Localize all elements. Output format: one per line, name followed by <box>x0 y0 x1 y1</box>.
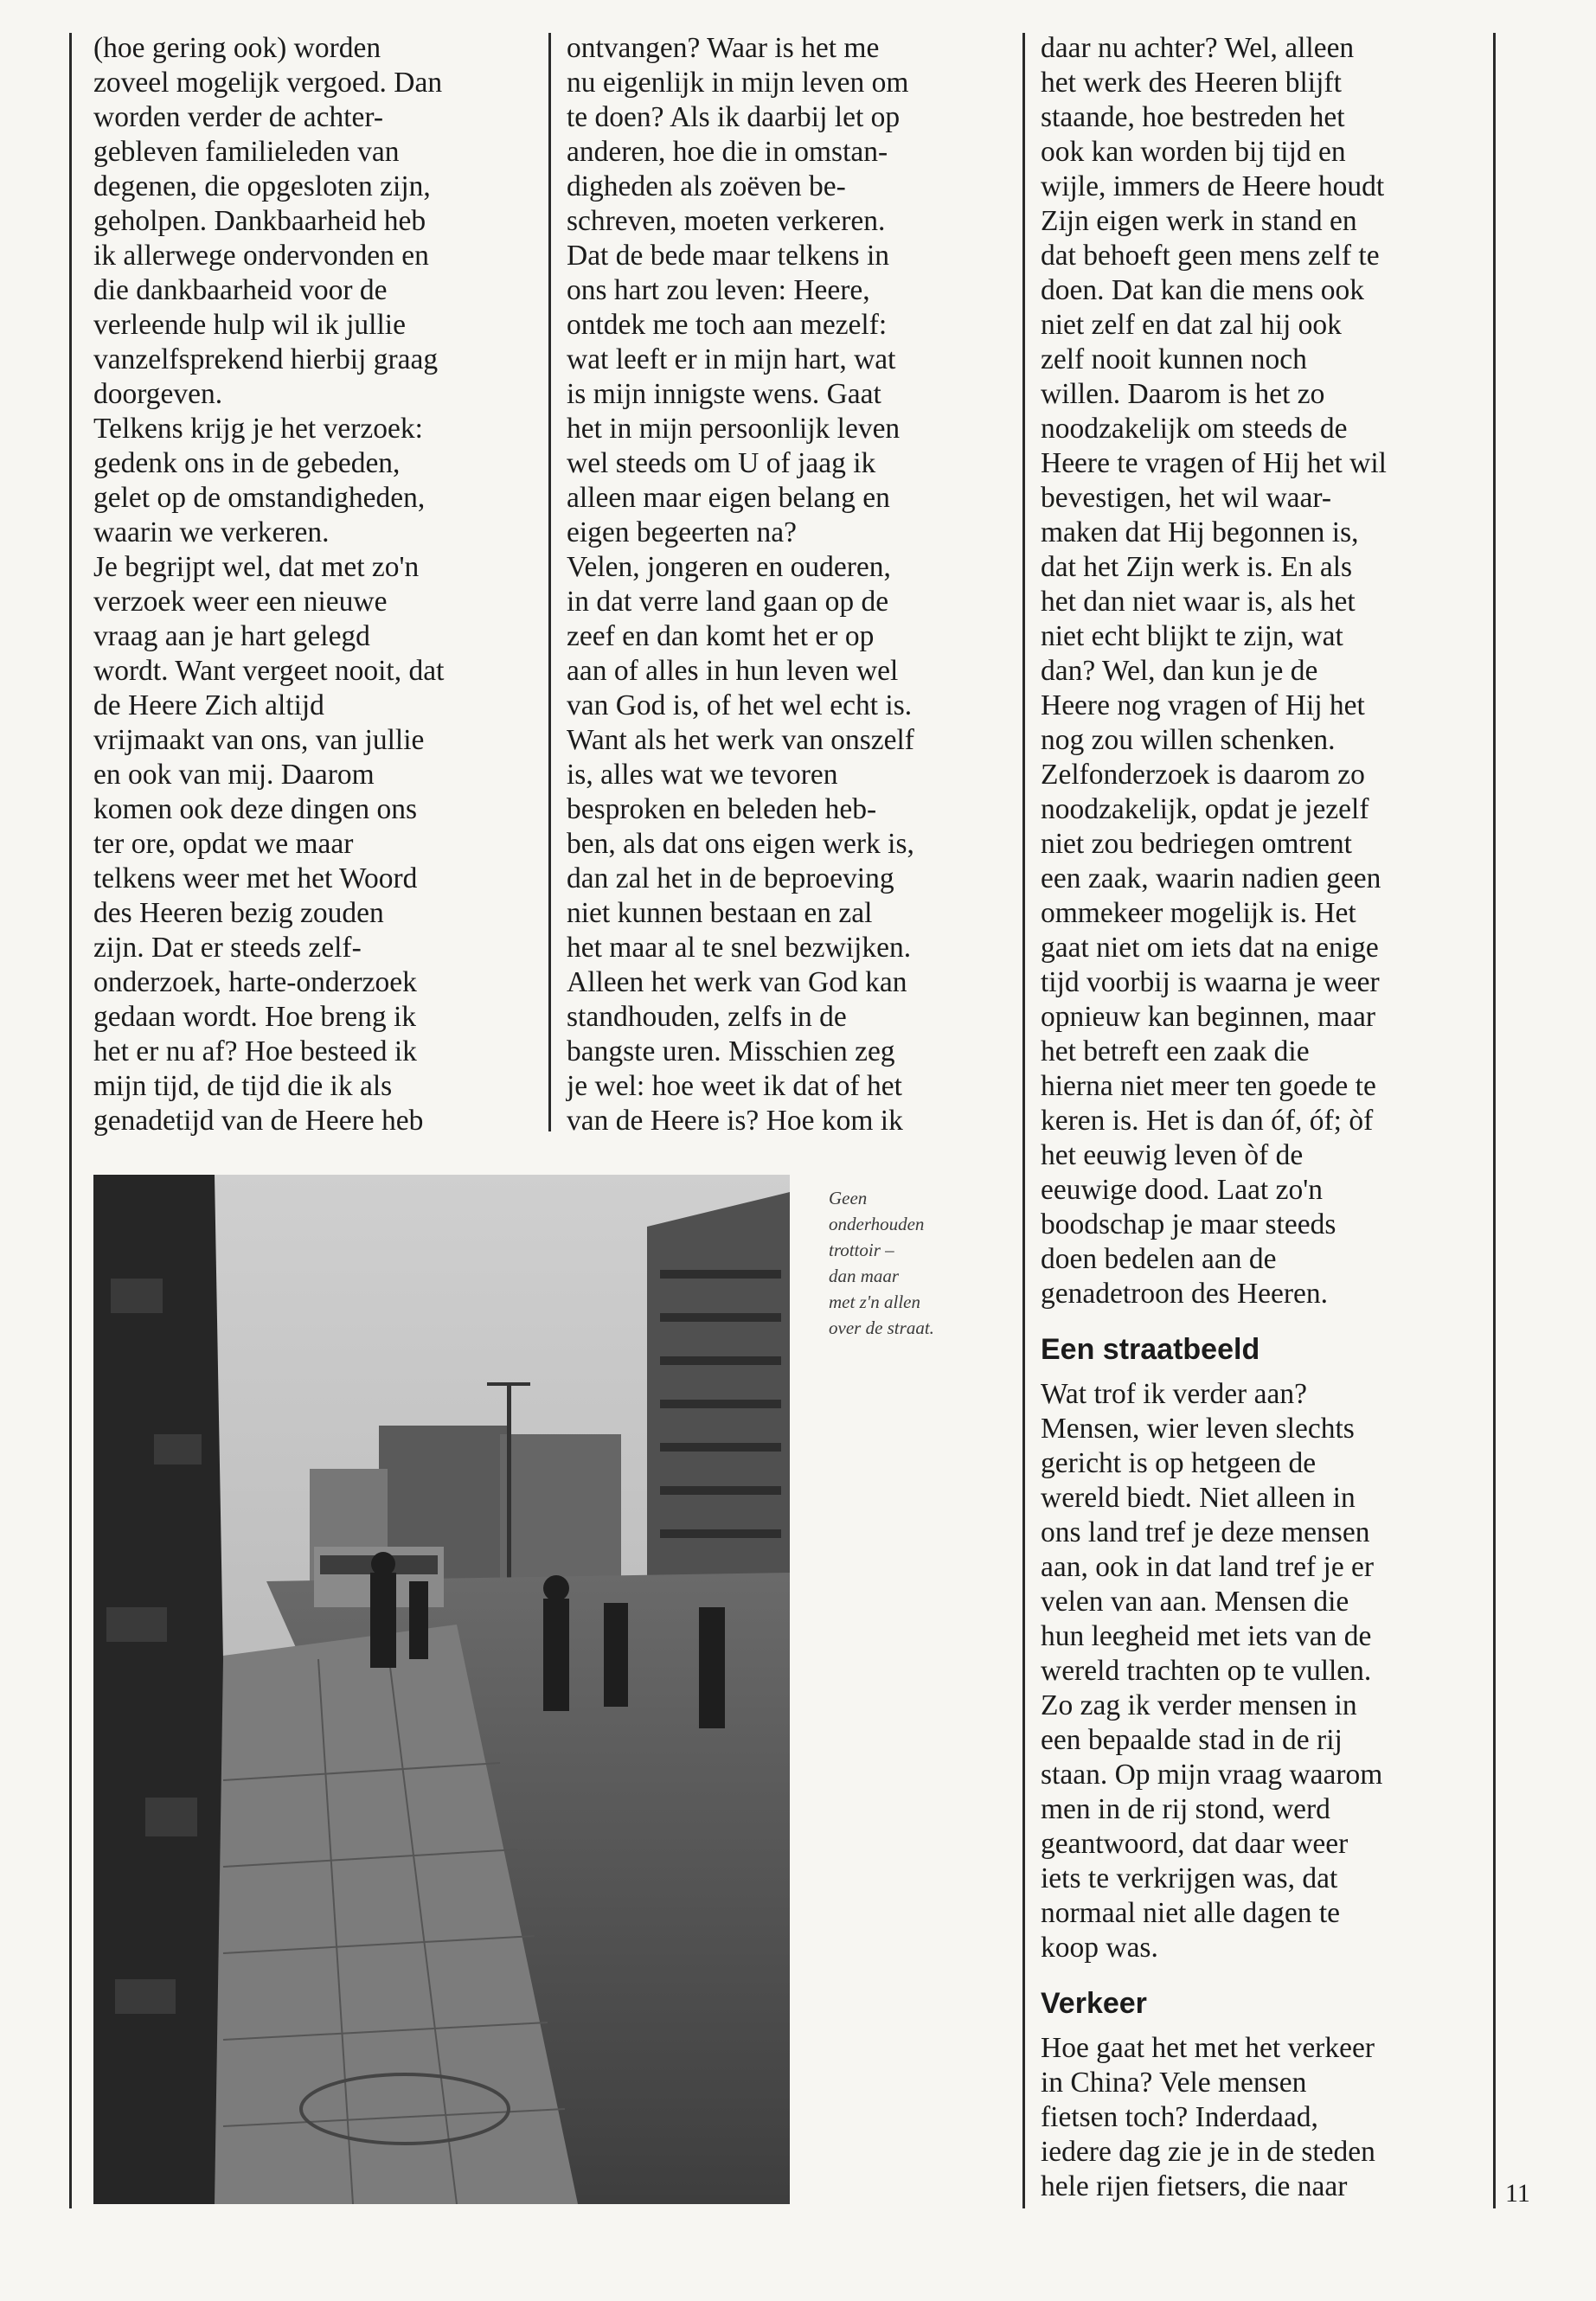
text-line: vraag aan je hart gelegd <box>93 620 370 652</box>
text-line: Velen, jongeren en ouderen, <box>567 551 891 583</box>
text-line: verzoek weer een nieuwe <box>93 586 388 618</box>
text-line: iets te verkrijgen was, dat <box>1041 1862 1338 1894</box>
text-line: de Heere Zich altijd <box>93 689 324 721</box>
text-line: opnieuw kan beginnen, maar <box>1041 1001 1375 1033</box>
text-line: bangste uren. Misschien zeg <box>567 1035 895 1067</box>
text-line: is mijn innigste wens. Gaat <box>567 378 881 410</box>
column3-paragraphs-2 <box>1041 1377 1482 1965</box>
text-line: dan zal het in de beproeving <box>567 862 894 894</box>
text-line: willen. Daarom is het zo <box>1041 378 1325 410</box>
text-line: telkens weer met het Woord <box>93 862 418 894</box>
text-line: waarin we verkeren. <box>93 516 330 548</box>
caption-line: dan maar <box>829 1266 900 1286</box>
text-line: wat leeft er in mijn hart, wat <box>567 343 896 375</box>
text-line: normaal niet alle dagen te <box>1041 1897 1341 1929</box>
text-line: ons hart zou leven: Heere, <box>567 274 870 306</box>
text-line: Zelfonderzoek is daarom zo <box>1041 759 1365 791</box>
text-line: zeef en dan komt het er op <box>567 620 875 652</box>
column3-paragraphs-1 <box>1041 31 1482 1311</box>
column-divider-1 <box>548 33 551 1131</box>
text-column-1 <box>93 31 535 1138</box>
text-line: velen van aan. Mensen die <box>1041 1586 1349 1618</box>
text-line: ontvangen? Waar is het me <box>567 32 880 64</box>
text-line: geholpen. Dankbaarheid heb <box>93 205 426 237</box>
street-photo <box>93 1175 790 2204</box>
photo-caption <box>829 1185 993 1341</box>
text-line: niet zelf en dat zal hij ook <box>1041 309 1342 341</box>
text-line: aan, ook in dat land tref je er <box>1041 1551 1375 1583</box>
text-line: dat behoeft geen mens zelf te <box>1041 240 1380 272</box>
text-line: boodschap je maar steeds <box>1041 1208 1336 1240</box>
text-line: alleen maar eigen belang en <box>567 482 890 514</box>
text-line: verleende hulp wil ik jullie <box>93 309 406 341</box>
text-line: genadetroon des Heeren. <box>1041 1278 1329 1310</box>
text-line: Alleen het werk van God kan <box>567 966 907 998</box>
text-line: ben, als dat ons eigen werk is, <box>567 828 914 860</box>
text-line: iedere dag zie je in de steden <box>1041 2136 1375 2168</box>
caption-line: over de straat. <box>829 1317 934 1338</box>
text-line: het maar al te snel bezwijken. <box>567 932 912 964</box>
text-line: bevestigen, het wil waar- <box>1041 482 1332 514</box>
text-line: wijle, immers de Heere houdt <box>1041 170 1385 202</box>
text-line: noodzakelijk om steeds de <box>1041 413 1348 445</box>
text-line: onderzoek, harte-onderzoek <box>93 966 417 998</box>
section-heading-straatbeeld: Een straatbeeld <box>1041 1333 1260 1366</box>
text-line: geantwoord, dat daar weer <box>1041 1828 1349 1860</box>
column3-paragraphs-3 <box>1041 2031 1482 2204</box>
text-line: noodzakelijk, opdat je jezelf <box>1041 793 1369 825</box>
text-line: wel steeds om U of jaag ik <box>567 447 876 479</box>
text-line: zelf nooit kunnen noch <box>1041 343 1307 375</box>
text-line: degenen, die opgesloten zijn, <box>93 170 431 202</box>
text-line: standhouden, zelfs in de <box>567 1001 847 1033</box>
text-line: vrijmaakt van ons, van jullie <box>93 724 425 756</box>
text-line: Hoe gaat het met het verkeer <box>1041 2032 1375 2064</box>
text-line: Telkens krijg je het verzoek: <box>93 413 423 445</box>
text-line: in dat verre land gaan op de <box>567 586 889 618</box>
text-line: van de Heere is? Hoe kom ik <box>567 1105 903 1137</box>
street-photo-illustration <box>93 1175 790 2204</box>
text-column-2 <box>567 31 999 1138</box>
text-line: besproken en beleden heb- <box>567 793 877 825</box>
text-line: digheden als zoëven be- <box>567 170 846 202</box>
text-line: hun leegheid met iets van de <box>1041 1620 1372 1652</box>
text-line: ontdek me toch aan mezelf: <box>567 309 888 341</box>
text-line: koop was. <box>1041 1932 1158 1964</box>
text-line: eigen begeerten na? <box>567 516 797 548</box>
text-line: doorgeven. <box>93 378 223 410</box>
text-line: het er nu af? Hoe besteed ik <box>93 1035 417 1067</box>
text-line: komen ook deze dingen ons <box>93 793 417 825</box>
text-column-3 <box>1041 31 1482 2204</box>
text-line: van God is, of het wel echt is. <box>567 689 913 721</box>
text-line: het in mijn persoonlijk leven <box>567 413 901 445</box>
text-line: vanzelfsprekend hierbij graag <box>93 343 439 375</box>
text-line: Zijn eigen werk in stand en <box>1041 205 1357 237</box>
text-line: ons land tref je deze mensen <box>1041 1516 1370 1548</box>
text-line: gebleven familieleden van <box>93 136 400 168</box>
text-line: doen. Dat kan die mens ook <box>1041 274 1364 306</box>
text-line: staan. Op mijn vraag waarom <box>1041 1759 1383 1791</box>
text-line: keren is. Het is dan óf, óf; òf <box>1041 1105 1374 1137</box>
text-line: gelet op de omstandigheden, <box>93 482 426 514</box>
text-line: Want als het werk van onszelf <box>567 724 914 756</box>
text-line: ommekeer mogelijk is. Het <box>1041 897 1356 929</box>
text-line: eeuwige dood. Laat zo'n <box>1041 1174 1324 1206</box>
text-line: niet kunnen bestaan en zal <box>567 897 873 929</box>
text-line: je wel: hoe weet ik dat of het <box>567 1070 902 1102</box>
text-line: het dan niet waar is, als het <box>1041 586 1356 618</box>
text-line: het werk des Heeren blijft <box>1041 67 1342 99</box>
caption-line: met z'n allen <box>829 1292 920 1312</box>
text-line: Je begrijpt wel, dat met zo'n <box>93 551 420 583</box>
page-number: 11 <box>1505 2179 1530 2208</box>
text-line: staande, hoe bestreden het <box>1041 101 1345 133</box>
right-column-rule <box>1493 33 1496 2208</box>
text-line: die dankbaarheid voor de <box>93 274 388 306</box>
section-heading-verkeer: Verkeer <box>1041 1987 1147 2020</box>
text-line: fietsen toch? Inderdaad, <box>1041 2101 1318 2133</box>
text-line: Wat trof ik verder aan? <box>1041 1378 1307 1410</box>
text-line: Heere te vragen of Hij het wil <box>1041 447 1387 479</box>
text-line: het betreft een zaak die <box>1041 1035 1310 1067</box>
text-line: des Heeren bezig zouden <box>93 897 384 929</box>
text-line: dat het Zijn werk is. En als <box>1041 551 1353 583</box>
text-line: ter ore, opdat we maar <box>93 828 354 860</box>
text-line: gedaan wordt. Hoe breng ik <box>93 1001 417 1033</box>
column-divider-2 <box>1022 33 1025 2208</box>
text-line: nog zou willen schenken. <box>1041 724 1336 756</box>
left-column-rule <box>69 33 72 2208</box>
text-line: wereld trachten op te vullen. <box>1041 1655 1372 1687</box>
text-line: is, alles wat we tevoren <box>567 759 838 791</box>
text-line: worden verder de achter- <box>93 101 384 133</box>
text-line: gaat niet om iets dat na enige <box>1041 932 1379 964</box>
text-line: ook kan worden bij tijd en <box>1041 136 1346 168</box>
text-line: Mensen, wier leven slechts <box>1041 1413 1355 1445</box>
text-line: te doen? Als ik daarbij let op <box>567 101 901 133</box>
text-line: in China? Vele mensen <box>1041 2067 1307 2099</box>
text-line: zijn. Dat er steeds zelf- <box>93 932 362 964</box>
text-line: gedenk ons in de gebeden, <box>93 447 401 479</box>
text-line: ik allerwege ondervonden en <box>93 240 429 272</box>
text-line: doen bedelen aan de <box>1041 1243 1277 1275</box>
caption-line: Geen <box>829 1188 868 1208</box>
text-line: dan? Wel, dan kun je de <box>1041 655 1318 687</box>
text-line: een zaak, waarin nadien geen <box>1041 862 1381 894</box>
text-line: maken dat Hij begonnen is, <box>1041 516 1359 548</box>
text-line: wordt. Want vergeet nooit, dat <box>93 655 445 687</box>
text-line: zoveel mogelijk vergoed. Dan <box>93 67 443 99</box>
text-line: gericht is op hetgeen de <box>1041 1447 1317 1479</box>
text-line: nu eigenlijk in mijn leven om <box>567 67 909 99</box>
text-line: mijn tijd, de tijd die ik als <box>93 1070 393 1102</box>
text-line: aan of alles in hun leven wel <box>567 655 899 687</box>
text-line: (hoe gering ook) worden <box>93 32 381 64</box>
text-line: genadetijd van de Heere heb <box>93 1105 424 1137</box>
text-line: daar nu achter? Wel, alleen <box>1041 32 1355 64</box>
caption-line: onderhouden <box>829 1214 925 1234</box>
text-line: Zo zag ik verder mensen in <box>1041 1689 1357 1721</box>
text-line: schreven, moeten verkeren. <box>567 205 886 237</box>
text-line: niet zou bedriegen omtrent <box>1041 828 1352 860</box>
text-line: hele rijen fietsers, die naar <box>1041 2170 1348 2202</box>
text-line: men in de rij stond, werd <box>1041 1793 1330 1825</box>
text-line: niet echt blijkt te zijn, wat <box>1041 620 1343 652</box>
text-line: wereld biedt. Niet alleen in <box>1041 1482 1356 1514</box>
text-line: en ook van mij. Daarom <box>93 759 375 791</box>
text-line: Heere nog vragen of Hij het <box>1041 689 1365 721</box>
text-line: Dat de bede maar telkens in <box>567 240 889 272</box>
caption-line: trottoir – <box>829 1240 894 1260</box>
text-line: tijd voorbij is waarna je weer <box>1041 966 1380 998</box>
text-line: het eeuwig leven òf de <box>1041 1139 1304 1171</box>
text-line: hierna niet meer ten goede te <box>1041 1070 1376 1102</box>
text-line: anderen, hoe die in omstan- <box>567 136 888 168</box>
text-line: een bepaalde stad in de rij <box>1041 1724 1343 1756</box>
